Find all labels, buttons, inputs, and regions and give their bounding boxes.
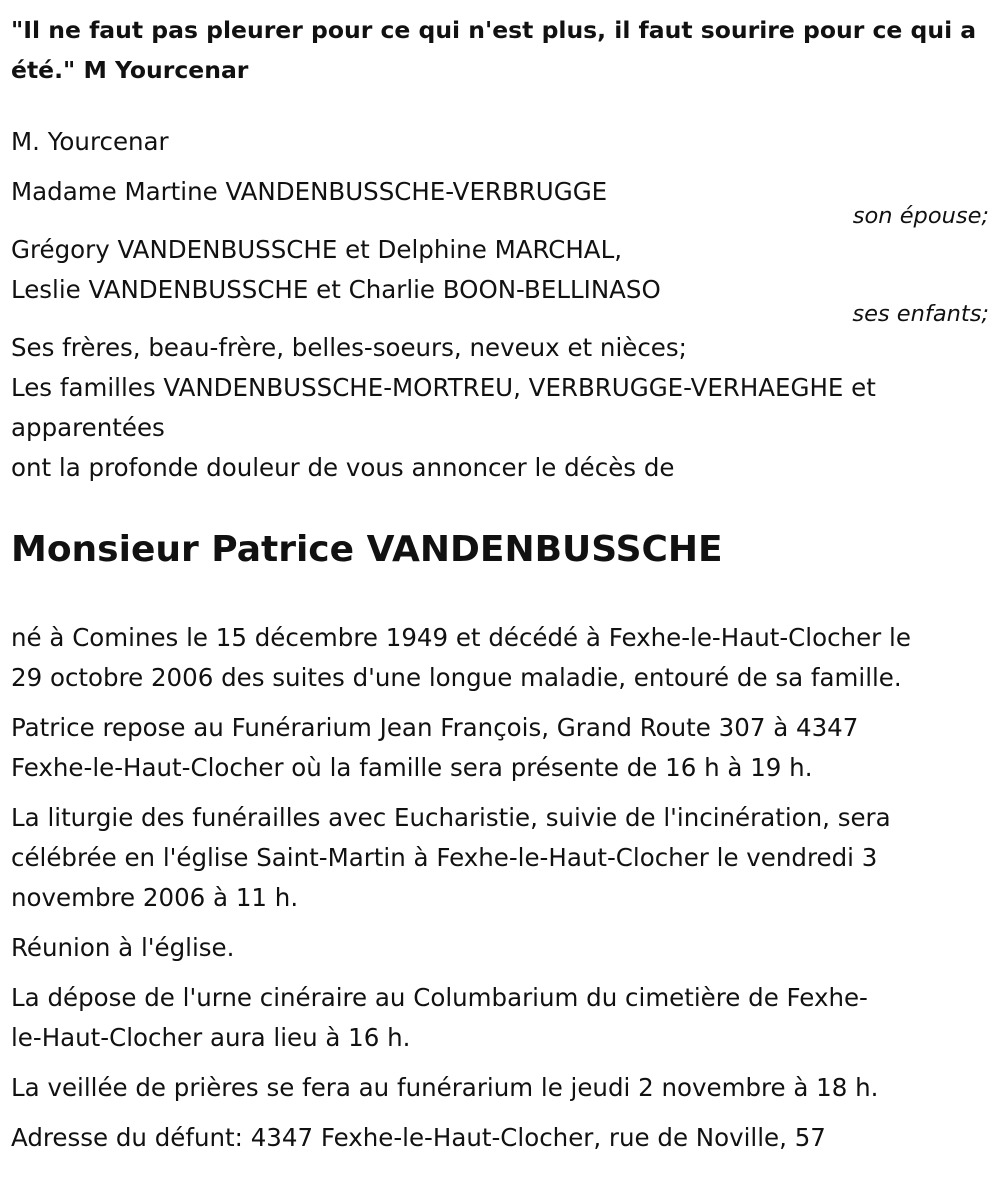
vigil-line: La veillée de prières se fera au funérarium le jeudi 2 novembre à 18 h.	[11, 1073, 879, 1102]
repose-paragraph	[11, 708, 990, 788]
urn-line-2: le-Haut-Clocher aura lieu à 16 h.	[11, 1023, 411, 1052]
quote-attribution: M. Yourcenar	[11, 127, 169, 156]
repose-line-1: Patrice repose au Funérarium Jean François, Grand Route 307 à 4347	[11, 713, 859, 742]
spouse-name: Madame Martine VANDENBUSSCHE-VERBRUGGE	[11, 177, 608, 206]
urn-line-1: La dépose de l'urne cinéraire au Columbarium du cimetière de Fexhe-	[11, 983, 868, 1012]
child-couple-1: Grégory VANDENBUSSCHE et Delphine MARCHAL,	[11, 235, 623, 264]
liturgy-line-3: novembre 2006 à 11 h.	[11, 883, 299, 912]
liturgy-line-1: La liturgie des funérailles avec Eucharistie, suivie de l'incinération, sera	[11, 803, 891, 832]
children-relation: ses enfants;	[852, 301, 989, 327]
deceased-address: Adresse du défunt: 4347 Fexhe-le-Haut-Clocher, rue de Noville, 57	[11, 1123, 826, 1152]
urn-paragraph	[11, 978, 990, 1058]
opening-quote: "Il ne faut pas pleurer pour ce qui n'est plus, il faut sourire pour ce qui a été." M Yourcenar	[11, 16, 977, 84]
spouse-relation: son épouse;	[852, 203, 989, 229]
child-couple-2: Leslie VANDENBUSSCHE et Charlie BOON-BELLINASO	[11, 275, 661, 304]
announcement-line: ont la profonde douleur de vous annoncer le décès de	[11, 453, 675, 482]
birth-death-line-2: 29 octobre 2006 des suites d'une longue maladie, entouré de sa famille.	[11, 663, 902, 692]
liturgy-line-2: célébrée en l'église Saint-Martin à Fexhe-le-Haut-Clocher le vendredi 3	[11, 843, 878, 872]
liturgy-paragraph	[11, 798, 990, 918]
family-section	[11, 122, 990, 488]
church-meeting: Réunion à l'église.	[11, 933, 235, 962]
families-line-1: Les familles VANDENBUSSCHE-MORTREU, VERBRUGGE-VERHAEGHE et	[11, 373, 876, 402]
deceased-name: Monsieur Patrice VANDENBUSSCHE	[11, 529, 723, 570]
birth-death-line-1: né à Comines le 15 décembre 1949 et décédé à Fexhe-le-Haut-Clocher le	[11, 623, 911, 652]
repose-line-2: Fexhe-le-Haut-Clocher où la famille sera présente de 16 h à 19 h.	[11, 753, 813, 782]
siblings-line: Ses frères, beau-frère, belles-soeurs, neveux et nièces;	[11, 333, 687, 362]
families-line-2: apparentées	[11, 413, 165, 442]
birth-death-paragraph	[11, 618, 990, 698]
funeral-details	[11, 618, 990, 1158]
